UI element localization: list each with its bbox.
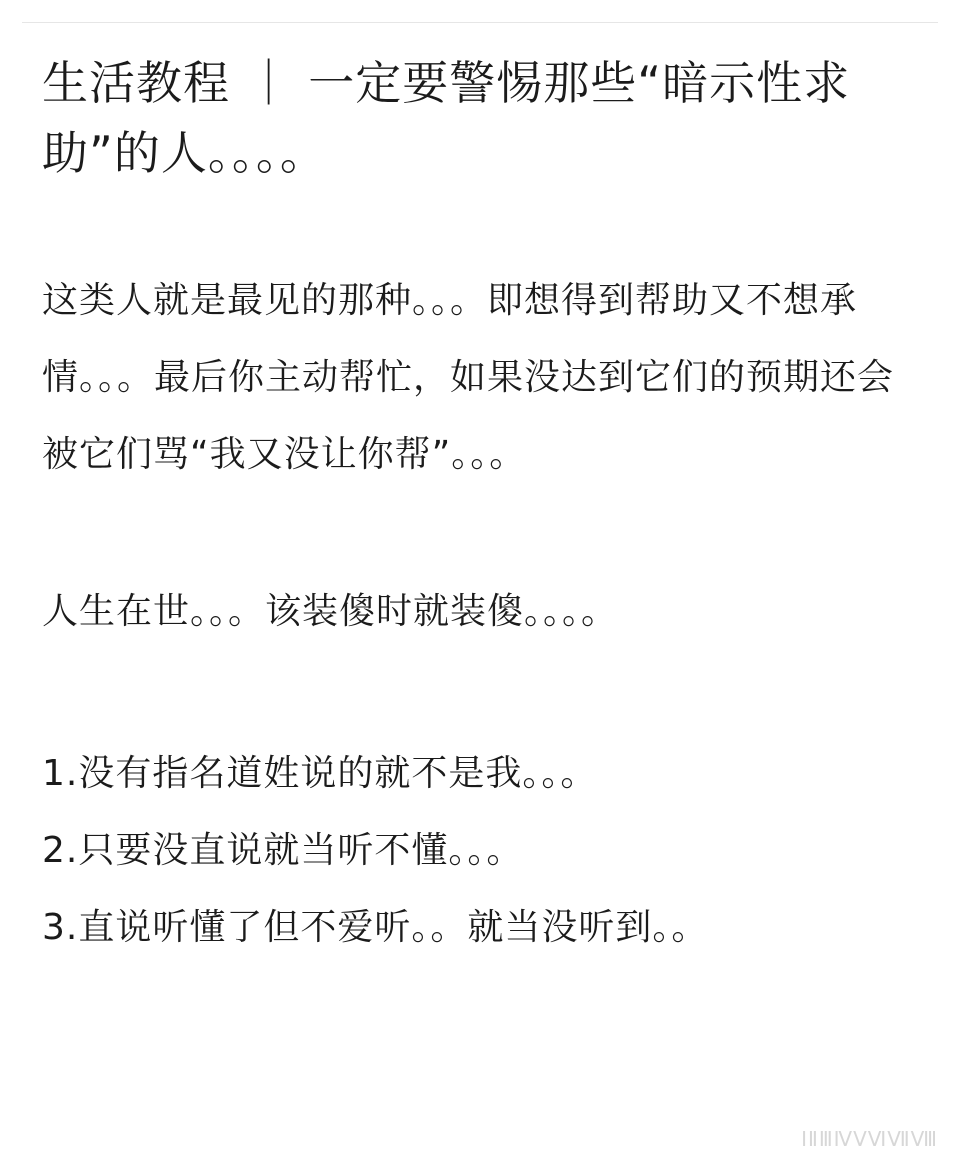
article (42, 48, 922, 966)
list-item: 2.只要没直说就当听不懂。。。 (42, 830, 524, 871)
top-divider (22, 22, 938, 23)
article-title: 生活教程 ｜ 一定要警惕那些“暗示性求助”的人。。。。 (42, 56, 851, 180)
list-item: 3.直说听懂了但不爱听。。就当没听到。。 (42, 907, 709, 948)
list-item: 1.没有指名道姓说的就不是我。。。 (42, 753, 598, 794)
watermark: ⅠⅡⅢⅣⅤⅥⅦⅧ (801, 1127, 938, 1151)
paragraph-2: 人生在世。。。该装傻时就装傻。。。。 (42, 591, 619, 632)
tips-list (42, 735, 922, 966)
paragraph-1: 这类人就是最见的那种。。。即想得到帮助又不想承情。。。最后你主动帮忙，如果没达到它们的预期还会被它们骂“我又没让你帮”。。。 (42, 280, 895, 475)
